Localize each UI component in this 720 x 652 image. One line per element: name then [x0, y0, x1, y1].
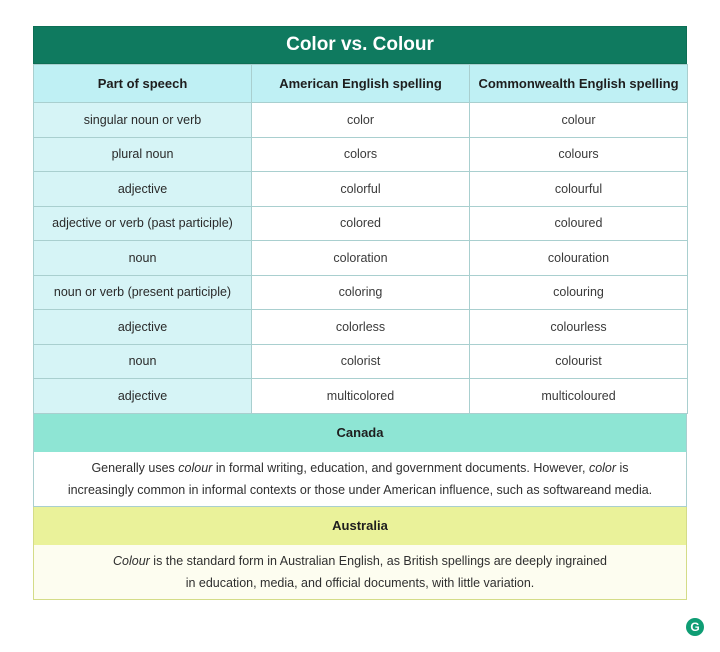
- spelling-table: [33, 64, 688, 414]
- commonwealth-spelling-cell: colouring: [470, 275, 688, 310]
- part-of-speech-cell: noun: [34, 344, 252, 379]
- part-of-speech-cell: noun: [34, 241, 252, 276]
- australia-heading: Australia: [33, 507, 687, 545]
- canada-text: in formal writing, education, and government documents. However,: [212, 460, 589, 475]
- australia-text: in education, media, and official documents, with little variation.: [185, 575, 535, 590]
- table-row: [34, 379, 688, 414]
- grammarly-logo-icon: G: [686, 618, 704, 636]
- american-spelling-cell: coloration: [252, 241, 470, 276]
- comparison-table-container: [33, 26, 687, 600]
- australia-description: [33, 545, 687, 600]
- table-row: [34, 344, 688, 379]
- commonwealth-spelling-cell: colouration: [470, 241, 688, 276]
- header-american-spelling: American English spelling: [252, 65, 470, 103]
- part-of-speech-cell: adjective: [34, 310, 252, 345]
- canada-text: increasingly common in informal contexts or those under American influence, such as softwareand media.: [67, 482, 653, 497]
- canada-emphasis: colour: [178, 460, 213, 475]
- american-spelling-cell: multicolored: [252, 379, 470, 414]
- part-of-speech-cell: singular noun or verb: [34, 103, 252, 138]
- commonwealth-spelling-cell: colours: [470, 137, 688, 172]
- commonwealth-spelling-cell: colourless: [470, 310, 688, 345]
- commonwealth-spelling-cell: coloured: [470, 206, 688, 241]
- american-spelling-cell: colored: [252, 206, 470, 241]
- part-of-speech-cell: plural noun: [34, 137, 252, 172]
- header-commonwealth-spelling: Commonwealth English spelling: [470, 65, 688, 103]
- canada-text: is: [616, 460, 629, 475]
- table-row: [34, 275, 688, 310]
- american-spelling-cell: colorful: [252, 172, 470, 207]
- table-row: [34, 103, 688, 138]
- table-row: [34, 172, 688, 207]
- part-of-speech-cell: adjective: [34, 172, 252, 207]
- table-row: [34, 137, 688, 172]
- table-title: Color vs. Colour: [33, 26, 687, 64]
- american-spelling-cell: color: [252, 103, 470, 138]
- part-of-speech-cell: adjective or verb (past participle): [34, 206, 252, 241]
- commonwealth-spelling-cell: colour: [470, 103, 688, 138]
- part-of-speech-cell: noun or verb (present participle): [34, 275, 252, 310]
- australia-emphasis: Colour: [112, 553, 150, 568]
- canada-text: Generally uses: [91, 460, 179, 475]
- american-spelling-cell: colorless: [252, 310, 470, 345]
- commonwealth-spelling-cell: colourful: [470, 172, 688, 207]
- table-row: [34, 206, 688, 241]
- header-row: [34, 65, 688, 103]
- commonwealth-spelling-cell: multicoloured: [470, 379, 688, 414]
- part-of-speech-cell: adjective: [34, 379, 252, 414]
- american-spelling-cell: coloring: [252, 275, 470, 310]
- american-spelling-cell: colors: [252, 137, 470, 172]
- header-part-of-speech: Part of speech: [34, 65, 252, 103]
- canada-description: [33, 452, 687, 507]
- commonwealth-spelling-cell: colourist: [470, 344, 688, 379]
- australia-text: is the standard form in Australian English, as British spellings are deeply ingrained: [149, 553, 608, 568]
- canada-heading: Canada: [33, 414, 687, 452]
- american-spelling-cell: colorist: [252, 344, 470, 379]
- table-row: [34, 241, 688, 276]
- canada-emphasis: color: [588, 460, 617, 475]
- table-row: [34, 310, 688, 345]
